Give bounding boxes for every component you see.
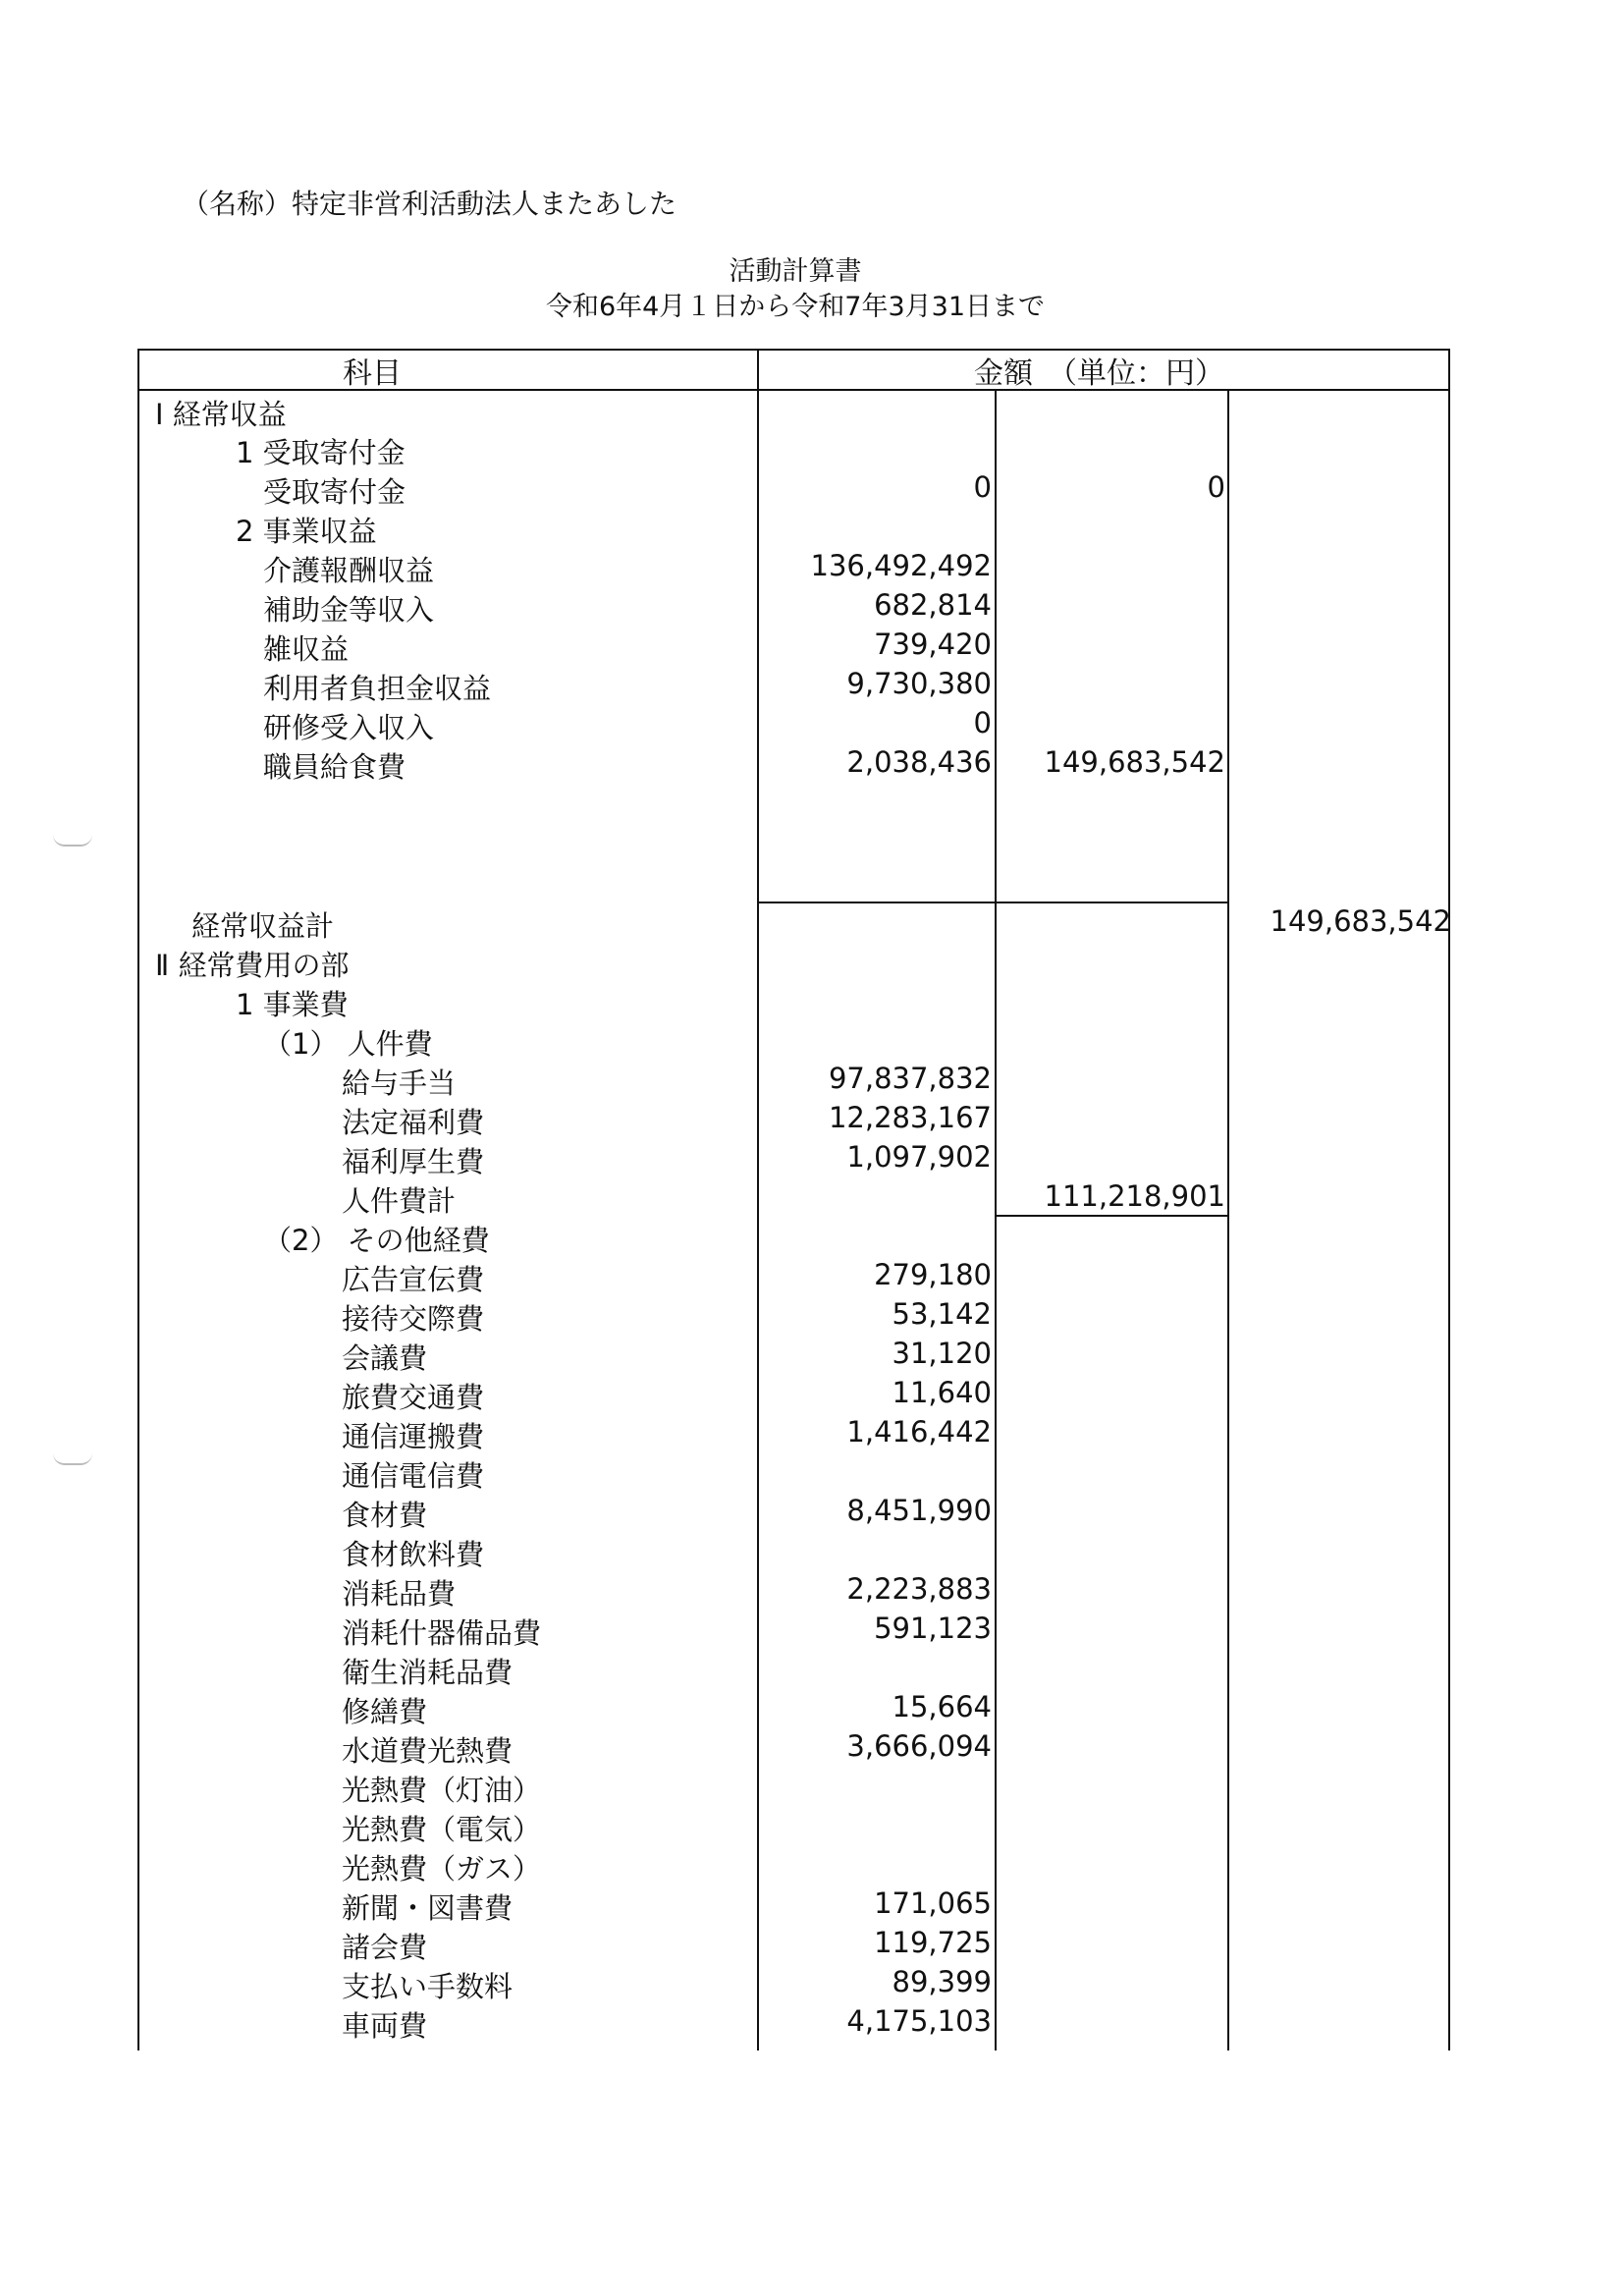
row-label: 食材飲料費 xyxy=(342,1538,485,1571)
row-label: 消耗品費 xyxy=(342,1577,457,1611)
header-subject: 科目 xyxy=(343,356,402,391)
margin-mark xyxy=(53,835,92,847)
table-row xyxy=(0,1847,1623,1886)
table-row xyxy=(0,1808,1623,1847)
amount-detail: 3,666,094 xyxy=(846,1729,992,1763)
document-title: 活動計算書 xyxy=(729,256,862,287)
amount-detail: 4,175,103 xyxy=(846,2004,992,2038)
table-row xyxy=(0,588,1623,628)
amount-detail: 119,725 xyxy=(874,1926,992,1959)
table-row xyxy=(0,1533,1623,1572)
amount-detail: 11,640 xyxy=(892,1376,992,1409)
amount-detail: 171,065 xyxy=(874,1886,992,1920)
row-label: 介護報酬収益 xyxy=(263,554,435,587)
row-label: 旅費交通費 xyxy=(342,1381,485,1414)
row-label: 人件費計 xyxy=(342,1184,457,1218)
amount-subtotal: 149,683,542 xyxy=(1044,745,1225,779)
table-row xyxy=(0,470,1623,510)
row-label: 水道費光熱費 xyxy=(342,1734,514,1768)
table-row xyxy=(0,1965,1623,2004)
table-row xyxy=(0,1376,1623,1415)
table-row xyxy=(0,510,1623,549)
row-label: Ⅰ 経常収益 xyxy=(155,398,287,431)
table-row xyxy=(0,1572,1623,1612)
table-top-border xyxy=(137,349,1450,351)
row-label: 消耗什器備品費 xyxy=(342,1616,542,1650)
table-row xyxy=(0,1179,1623,1219)
header-amount: 金額 （単位：円） xyxy=(974,356,1224,391)
table-row xyxy=(0,1926,1623,1965)
row-label: 1 受取寄付金 xyxy=(236,436,406,469)
table-row xyxy=(0,1612,1623,1651)
organization-name: （名称）特定非営利活動法人またあした xyxy=(182,188,677,220)
amount-detail: 739,420 xyxy=(874,628,992,661)
table-row xyxy=(0,549,1623,588)
table-row xyxy=(0,1101,1623,1140)
amount-detail: 279,180 xyxy=(874,1258,992,1291)
amount-subtotal: 111,218,901 xyxy=(1044,1179,1225,1213)
table-row xyxy=(0,1690,1623,1729)
row-label: 通信電信費 xyxy=(342,1459,485,1493)
table-row xyxy=(0,1886,1623,1926)
row-label: 補助金等収入 xyxy=(263,593,435,627)
table-row xyxy=(0,1140,1623,1179)
table-row xyxy=(0,1494,1623,1533)
row-label: 諸会費 xyxy=(342,1931,428,1964)
table-row xyxy=(0,706,1623,745)
row-label: 衛生消耗品費 xyxy=(342,1656,514,1689)
table-row xyxy=(0,1415,1623,1454)
table-row xyxy=(0,904,1623,944)
margin-mark xyxy=(53,1453,92,1465)
amount-detail: 682,814 xyxy=(874,588,992,622)
table-row xyxy=(0,983,1623,1022)
row-label: 会議費 xyxy=(342,1341,428,1375)
amount-detail: 1,097,902 xyxy=(846,1140,992,1174)
row-label: 2 事業収益 xyxy=(236,515,377,548)
row-label: 研修受入収入 xyxy=(263,711,435,744)
table-row xyxy=(0,1022,1623,1062)
document-period: 令和6年4月１日から令和7年3月31日まで xyxy=(545,292,1046,322)
table-row xyxy=(0,628,1623,667)
table-row xyxy=(0,1297,1623,1337)
amount-detail: 1,416,442 xyxy=(846,1415,992,1449)
table-row xyxy=(0,667,1623,706)
amount-detail: 31,120 xyxy=(892,1337,992,1370)
row-label: 受取寄付金 xyxy=(263,475,406,509)
table-row xyxy=(0,2004,1623,2044)
amount-detail: 0 xyxy=(973,706,992,739)
row-label: 給与手当 xyxy=(342,1066,457,1100)
amount-detail: 0 xyxy=(973,470,992,504)
row-label: 1 事業費 xyxy=(236,988,349,1021)
row-label: Ⅱ 経常費用の部 xyxy=(155,949,350,982)
row-label: 新聞・図書費 xyxy=(342,1891,514,1925)
amount-detail: 53,142 xyxy=(892,1297,992,1331)
row-label: 利用者負担金収益 xyxy=(263,672,492,705)
table-row xyxy=(0,1337,1623,1376)
table-row xyxy=(0,431,1623,470)
table-row xyxy=(0,1219,1623,1258)
row-label: （2） その他経費 xyxy=(263,1224,490,1257)
table-row xyxy=(0,1769,1623,1808)
table-header-border xyxy=(137,389,1450,391)
table-row xyxy=(0,1062,1623,1101)
table-row xyxy=(0,1454,1623,1494)
amount-detail: 9,730,380 xyxy=(846,667,992,700)
row-label: 福利厚生費 xyxy=(342,1145,485,1178)
row-label: 光熱費（灯油） xyxy=(342,1774,542,1807)
amount-detail: 97,837,832 xyxy=(828,1062,992,1095)
table-row xyxy=(0,393,1623,432)
amount-subtotal: 0 xyxy=(1207,470,1225,504)
row-label: 職員給食費 xyxy=(263,750,406,784)
amount-total: 149,683,542 xyxy=(1270,904,1451,938)
row-label: （1） 人件費 xyxy=(263,1027,433,1061)
table-row xyxy=(0,1651,1623,1690)
amount-detail: 12,283,167 xyxy=(828,1101,992,1134)
row-label: 光熱費（ガス） xyxy=(342,1852,542,1886)
row-label: 接待交際費 xyxy=(342,1302,485,1336)
amount-detail: 8,451,990 xyxy=(846,1494,992,1527)
amount-detail: 2,223,883 xyxy=(846,1572,992,1606)
row-label: 支払い手数料 xyxy=(342,1970,514,2003)
row-label: 通信運搬費 xyxy=(342,1420,485,1453)
table-row xyxy=(0,1258,1623,1297)
row-label: 食材費 xyxy=(342,1499,428,1532)
row-label: 修繕費 xyxy=(342,1695,428,1728)
amount-detail: 2,038,436 xyxy=(846,745,992,779)
amount-detail: 89,399 xyxy=(892,1965,992,1998)
row-label: 車両費 xyxy=(342,2009,428,2043)
table-row xyxy=(0,745,1623,785)
amount-detail: 136,492,492 xyxy=(810,549,992,582)
amount-detail: 15,664 xyxy=(892,1690,992,1723)
row-label: 法定福利費 xyxy=(342,1106,485,1139)
row-label: 光熱費（電気） xyxy=(342,1813,542,1846)
row-label: 広告宣伝費 xyxy=(342,1263,485,1296)
table-row xyxy=(0,1729,1623,1769)
row-label: 経常収益計 xyxy=(191,909,335,943)
amount-detail: 591,123 xyxy=(874,1612,992,1645)
row-label: 雑収益 xyxy=(263,632,350,666)
income-subtotal-line xyxy=(757,902,1229,903)
table-row xyxy=(0,944,1623,983)
